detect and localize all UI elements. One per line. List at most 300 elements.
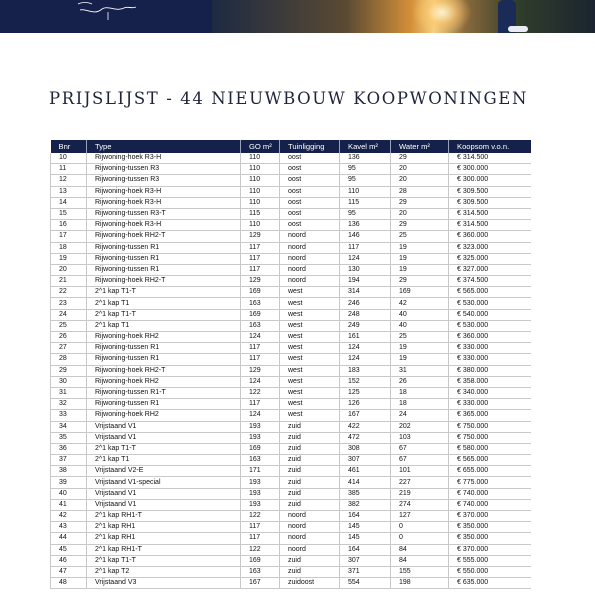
kavel-cell: 307 — [340, 555, 391, 566]
table-row — [51, 511, 531, 522]
go-cell: 129 — [241, 231, 280, 242]
table-row — [51, 208, 531, 219]
bnr-cell: 28 — [51, 354, 87, 365]
type-cell: Rijwoning-tussen R3 — [87, 175, 241, 186]
type-cell: Rijwoning-tussen R3 — [87, 164, 241, 175]
tuinligging-cell: west — [280, 298, 340, 309]
type-cell: 2^1 kap T1-T — [87, 287, 241, 298]
go-cell: 117 — [241, 399, 280, 410]
go-cell: 171 — [241, 466, 280, 477]
kavel-cell: 422 — [340, 421, 391, 432]
go-cell: 169 — [241, 287, 280, 298]
go-cell: 124 — [241, 410, 280, 421]
kavel-cell: 145 — [340, 533, 391, 544]
table-row — [51, 410, 531, 421]
go-cell: 193 — [241, 477, 280, 488]
table-row — [51, 298, 531, 309]
kavel-cell: 95 — [340, 175, 391, 186]
water-cell: 202 — [391, 421, 449, 432]
go-cell: 163 — [241, 455, 280, 466]
type-cell: Vrijstaand V1-special — [87, 477, 241, 488]
table-row — [51, 488, 531, 499]
table-row — [51, 332, 531, 343]
water-cell: 127 — [391, 511, 449, 522]
tuinligging-cell: oost — [280, 164, 340, 175]
tuinligging-cell: zuidoost — [280, 578, 340, 589]
koopsom-cell: € 330.000 — [449, 399, 531, 410]
koopsom-cell: € 350.000 — [449, 533, 531, 544]
header-banner — [0, 0, 595, 33]
bnr-cell: 32 — [51, 399, 87, 410]
koopsom-cell: € 370.000 — [449, 511, 531, 522]
table-row — [51, 365, 531, 376]
type-cell: 2^1 kap RH1-T — [87, 511, 241, 522]
water-cell: 20 — [391, 208, 449, 219]
go-cell: 110 — [241, 220, 280, 231]
water-cell: 0 — [391, 522, 449, 533]
go-cell: 110 — [241, 186, 280, 197]
bnr-cell: 11 — [51, 164, 87, 175]
table-row — [51, 477, 531, 488]
go-cell: 115 — [241, 208, 280, 219]
kavel-cell: 136 — [340, 153, 391, 164]
bnr-cell: 39 — [51, 477, 87, 488]
bnr-cell: 41 — [51, 499, 87, 510]
koopsom-cell: € 374.500 — [449, 276, 531, 287]
go-cell: 163 — [241, 298, 280, 309]
koopsom-cell: € 323.000 — [449, 242, 531, 253]
go-cell: 193 — [241, 432, 280, 443]
col-header-go: GO m² — [241, 140, 280, 153]
bnr-cell: 19 — [51, 253, 87, 264]
koopsom-cell: € 380.000 — [449, 365, 531, 376]
go-cell: 124 — [241, 376, 280, 387]
table-row — [51, 343, 531, 354]
koopsom-cell: € 330.000 — [449, 343, 531, 354]
water-cell: 31 — [391, 365, 449, 376]
table-row — [51, 231, 531, 242]
type-cell: Vrijstaand V3 — [87, 578, 241, 589]
type-cell: Rijwoning-tussen R1 — [87, 253, 241, 264]
type-cell: Rijwoning-tussen R1 — [87, 343, 241, 354]
table-row — [51, 466, 531, 477]
table-row — [51, 421, 531, 432]
type-cell: Rijwoning-hoek R3-H — [87, 197, 241, 208]
tuinligging-cell: zuid — [280, 421, 340, 432]
koopsom-cell: € 370.000 — [449, 544, 531, 555]
tuinligging-cell: west — [280, 387, 340, 398]
go-cell: 117 — [241, 253, 280, 264]
water-cell: 29 — [391, 276, 449, 287]
go-cell: 169 — [241, 555, 280, 566]
col-header-water: Water m² — [391, 140, 449, 153]
water-cell: 19 — [391, 264, 449, 275]
tuinligging-cell: zuid — [280, 477, 340, 488]
kavel-cell: 161 — [340, 332, 391, 343]
bnr-cell: 43 — [51, 522, 87, 533]
header-photo — [212, 0, 595, 33]
water-cell: 18 — [391, 399, 449, 410]
type-cell: Rijwoning-hoek R3-H — [87, 153, 241, 164]
table-row — [51, 443, 531, 454]
type-cell: 2^1 kap T1 — [87, 455, 241, 466]
table-row — [51, 186, 531, 197]
type-cell: 2^1 kap T1 — [87, 298, 241, 309]
table-row — [51, 153, 531, 164]
go-cell: 117 — [241, 522, 280, 533]
water-cell: 198 — [391, 578, 449, 589]
kavel-cell: 110 — [340, 186, 391, 197]
table-row — [51, 354, 531, 365]
type-cell: 2^1 kap T1-T — [87, 443, 241, 454]
price-table — [50, 140, 531, 589]
koopsom-cell: € 740.000 — [449, 488, 531, 499]
go-cell: 117 — [241, 343, 280, 354]
table-row — [51, 276, 531, 287]
kavel-cell: 124 — [340, 343, 391, 354]
type-cell: 2^1 kap RH1-T — [87, 544, 241, 555]
go-cell: 117 — [241, 242, 280, 253]
koopsom-cell: € 655.000 — [449, 466, 531, 477]
tuinligging-cell: zuid — [280, 499, 340, 510]
go-cell: 163 — [241, 566, 280, 577]
tuinligging-cell: noord — [280, 231, 340, 242]
koopsom-cell: € 555.000 — [449, 555, 531, 566]
water-cell: 25 — [391, 332, 449, 343]
bnr-cell: 17 — [51, 231, 87, 242]
koopsom-cell: € 540.000 — [449, 309, 531, 320]
col-header-type: Type — [87, 140, 241, 153]
tuinligging-cell: oost — [280, 175, 340, 186]
go-cell: 110 — [241, 197, 280, 208]
bnr-cell: 30 — [51, 376, 87, 387]
bnr-cell: 45 — [51, 544, 87, 555]
water-cell: 29 — [391, 220, 449, 231]
koopsom-cell: € 314.500 — [449, 153, 531, 164]
water-cell: 67 — [391, 443, 449, 454]
sun-flare — [412, 0, 472, 33]
type-cell: 2^1 kap T1-T — [87, 555, 241, 566]
tuinligging-cell: zuid — [280, 455, 340, 466]
kavel-cell: 385 — [340, 488, 391, 499]
go-cell: 163 — [241, 320, 280, 331]
kavel-cell: 145 — [340, 522, 391, 533]
table-row — [51, 220, 531, 231]
type-cell: Rijwoning-tussen R1 — [87, 399, 241, 410]
water-cell: 103 — [391, 432, 449, 443]
water-cell: 25 — [391, 231, 449, 242]
kavel-cell: 146 — [340, 231, 391, 242]
kavel-cell: 95 — [340, 208, 391, 219]
bnr-cell: 29 — [51, 365, 87, 376]
kavel-cell: 248 — [340, 309, 391, 320]
bnr-cell: 40 — [51, 488, 87, 499]
tuinligging-cell: oost — [280, 197, 340, 208]
type-cell: Vrijstaand V2-E — [87, 466, 241, 477]
bnr-cell: 46 — [51, 555, 87, 566]
tuinligging-cell: zuid — [280, 466, 340, 477]
bnr-cell: 25 — [51, 320, 87, 331]
table-row — [51, 522, 531, 533]
go-cell: 129 — [241, 276, 280, 287]
water-cell: 26 — [391, 376, 449, 387]
kavel-cell: 152 — [340, 376, 391, 387]
water-cell: 274 — [391, 499, 449, 510]
bnr-cell: 27 — [51, 343, 87, 354]
kavel-cell: 117 — [340, 242, 391, 253]
kavel-cell: 382 — [340, 499, 391, 510]
bnr-cell: 38 — [51, 466, 87, 477]
koopsom-cell: € 750.000 — [449, 432, 531, 443]
bnr-cell: 16 — [51, 220, 87, 231]
kavel-cell: 461 — [340, 466, 391, 477]
koopsom-cell: € 530.000 — [449, 298, 531, 309]
water-cell: 155 — [391, 566, 449, 577]
tuinligging-cell: oost — [280, 186, 340, 197]
table-row — [51, 242, 531, 253]
table-row — [51, 264, 531, 275]
go-cell: 122 — [241, 544, 280, 555]
tuinligging-cell: zuid — [280, 432, 340, 443]
tuinligging-cell: west — [280, 343, 340, 354]
koopsom-cell: € 309.500 — [449, 197, 531, 208]
kavel-cell: 246 — [340, 298, 391, 309]
table-row — [51, 253, 531, 264]
koopsom-cell: € 325.000 — [449, 253, 531, 264]
water-cell: 40 — [391, 320, 449, 331]
water-cell: 24 — [391, 410, 449, 421]
table-row — [51, 555, 531, 566]
water-cell: 84 — [391, 555, 449, 566]
type-cell: Rijwoning-tussen R1-T — [87, 387, 241, 398]
bnr-cell: 24 — [51, 309, 87, 320]
type-cell: Rijwoning-tussen R1 — [87, 242, 241, 253]
tuinligging-cell: west — [280, 332, 340, 343]
table-row — [51, 376, 531, 387]
koopsom-cell: € 530.000 — [449, 320, 531, 331]
koopsom-cell: € 580.000 — [449, 443, 531, 454]
tuinligging-cell: noord — [280, 242, 340, 253]
bnr-cell: 36 — [51, 443, 87, 454]
kavel-cell: 371 — [340, 566, 391, 577]
kavel-cell: 124 — [340, 354, 391, 365]
koopsom-cell: € 740.000 — [449, 499, 531, 510]
tuinligging-cell: noord — [280, 511, 340, 522]
table-row — [51, 387, 531, 398]
tuinligging-cell: west — [280, 309, 340, 320]
table-row — [51, 578, 531, 589]
type-cell: 2^1 kap T1-T — [87, 309, 241, 320]
table-row — [51, 432, 531, 443]
kavel-cell: 126 — [340, 399, 391, 410]
kavel-cell: 130 — [340, 264, 391, 275]
tuinligging-cell: west — [280, 365, 340, 376]
table-row — [51, 544, 531, 555]
water-cell: 0 — [391, 533, 449, 544]
tuinligging-cell: west — [280, 320, 340, 331]
bnr-cell: 44 — [51, 533, 87, 544]
type-cell: Vrijstaand V1 — [87, 499, 241, 510]
koopsom-cell: € 300.000 — [449, 175, 531, 186]
type-cell: 2^1 kap RH1 — [87, 522, 241, 533]
table-row — [51, 320, 531, 331]
type-cell: Vrijstaand V1 — [87, 488, 241, 499]
tuinligging-cell: west — [280, 287, 340, 298]
kavel-cell: 164 — [340, 544, 391, 555]
go-cell: 110 — [241, 153, 280, 164]
koopsom-cell: € 565.000 — [449, 455, 531, 466]
table-row — [51, 175, 531, 186]
water-cell: 219 — [391, 488, 449, 499]
water-cell: 18 — [391, 387, 449, 398]
type-cell: Rijwoning-tussen R3-T — [87, 208, 241, 219]
kavel-cell: 125 — [340, 387, 391, 398]
table-row — [51, 309, 531, 320]
bnr-cell: 21 — [51, 276, 87, 287]
water-cell: 19 — [391, 354, 449, 365]
water-cell: 28 — [391, 186, 449, 197]
tuinligging-cell: oost — [280, 220, 340, 231]
go-cell: 117 — [241, 264, 280, 275]
kavel-cell: 95 — [340, 164, 391, 175]
table-row — [51, 455, 531, 466]
bnr-cell: 48 — [51, 578, 87, 589]
kavel-cell: 314 — [340, 287, 391, 298]
koopsom-cell: € 314.500 — [449, 220, 531, 231]
col-header-kavel: Kavel m² — [340, 140, 391, 153]
table-row — [51, 499, 531, 510]
table-row — [51, 197, 531, 208]
water-cell: 227 — [391, 477, 449, 488]
bnr-cell: 33 — [51, 410, 87, 421]
koopsom-cell: € 550.000 — [449, 566, 531, 577]
koopsom-cell: € 309.500 — [449, 186, 531, 197]
water-cell: 19 — [391, 242, 449, 253]
type-cell: Rijwoning-hoek RH2 — [87, 376, 241, 387]
water-cell: 84 — [391, 544, 449, 555]
type-cell: Rijwoning-tussen R1 — [87, 264, 241, 275]
kavel-cell: 472 — [340, 432, 391, 443]
bnr-cell: 23 — [51, 298, 87, 309]
tuinligging-cell: noord — [280, 276, 340, 287]
tuinligging-cell: west — [280, 399, 340, 410]
go-cell: 193 — [241, 488, 280, 499]
table-row — [51, 164, 531, 175]
kavel-cell: 164 — [340, 511, 391, 522]
type-cell: Rijwoning-hoek R3-H — [87, 186, 241, 197]
bnr-cell: 13 — [51, 186, 87, 197]
type-cell: Rijwoning-hoek RH2 — [87, 332, 241, 343]
go-cell: 193 — [241, 421, 280, 432]
bnr-cell: 15 — [51, 208, 87, 219]
kavel-cell: 249 — [340, 320, 391, 331]
kavel-cell: 136 — [340, 220, 391, 231]
water-cell: 42 — [391, 298, 449, 309]
kavel-cell: 194 — [340, 276, 391, 287]
bnr-cell: 37 — [51, 455, 87, 466]
type-cell: 2^1 kap T2 — [87, 566, 241, 577]
table-row — [51, 287, 531, 298]
tuinligging-cell: noord — [280, 253, 340, 264]
type-cell: 2^1 kap T1 — [87, 320, 241, 331]
koopsom-cell: € 358.000 — [449, 376, 531, 387]
go-cell: 117 — [241, 533, 280, 544]
go-cell: 193 — [241, 499, 280, 510]
kavel-cell: 308 — [340, 443, 391, 454]
type-cell: 2^1 kap RH1 — [87, 533, 241, 544]
tuinligging-cell: oost — [280, 208, 340, 219]
koopsom-cell: € 350.000 — [449, 522, 531, 533]
go-cell: 169 — [241, 443, 280, 454]
bnr-cell: 22 — [51, 287, 87, 298]
tuinligging-cell: west — [280, 376, 340, 387]
go-cell: 110 — [241, 164, 280, 175]
tuinligging-cell: zuid — [280, 488, 340, 499]
tuinligging-cell: zuid — [280, 555, 340, 566]
kerkwijk-logo — [72, 0, 142, 28]
table-header-row — [51, 140, 531, 153]
koopsom-cell: € 750.000 — [449, 421, 531, 432]
water-cell: 20 — [391, 175, 449, 186]
table-row — [51, 566, 531, 577]
water-cell: 29 — [391, 197, 449, 208]
koopsom-cell: € 340.000 — [449, 387, 531, 398]
koopsom-cell: € 360.000 — [449, 231, 531, 242]
bnr-cell: 18 — [51, 242, 87, 253]
water-cell: 169 — [391, 287, 449, 298]
koopsom-cell: € 635.000 — [449, 578, 531, 589]
kavel-cell: 554 — [340, 578, 391, 589]
bnr-cell: 34 — [51, 421, 87, 432]
bnr-cell: 12 — [51, 175, 87, 186]
bnr-cell: 14 — [51, 197, 87, 208]
shoe-shape — [508, 26, 528, 32]
bnr-cell: 20 — [51, 264, 87, 275]
koopsom-cell: € 300.000 — [449, 164, 531, 175]
go-cell: 122 — [241, 511, 280, 522]
water-cell: 101 — [391, 466, 449, 477]
koopsom-cell: € 314.500 — [449, 208, 531, 219]
type-cell: Vrijstaand V1 — [87, 432, 241, 443]
col-header-bnr: Bnr — [51, 140, 87, 153]
bnr-cell: 42 — [51, 511, 87, 522]
page-title: PRIJSLIJST - 44 NIEUWBOUW KOOPWONINGEN — [49, 89, 528, 108]
kavel-cell: 124 — [340, 253, 391, 264]
bnr-cell: 10 — [51, 153, 87, 164]
tuinligging-cell: noord — [280, 544, 340, 555]
col-header-tuinligging: Tuinligging — [280, 140, 340, 153]
col-header-koopsom: Koopsom v.o.n. — [449, 140, 531, 153]
water-cell: 19 — [391, 343, 449, 354]
bnr-cell: 26 — [51, 332, 87, 343]
bnr-cell: 35 — [51, 432, 87, 443]
table-row — [51, 399, 531, 410]
go-cell: 169 — [241, 309, 280, 320]
koopsom-cell: € 775.000 — [449, 477, 531, 488]
table-row — [51, 533, 531, 544]
bnr-cell: 47 — [51, 566, 87, 577]
water-cell: 40 — [391, 309, 449, 320]
koopsom-cell: € 365.000 — [449, 410, 531, 421]
go-cell: 167 — [241, 578, 280, 589]
tuinligging-cell: west — [280, 410, 340, 421]
kavel-cell: 183 — [340, 365, 391, 376]
koopsom-cell: € 327.000 — [449, 264, 531, 275]
tuinligging-cell: zuid — [280, 566, 340, 577]
type-cell: Rijwoning-tussen R1 — [87, 354, 241, 365]
koopsom-cell: € 360.000 — [449, 332, 531, 343]
type-cell: Rijwoning-hoek RH2-T — [87, 365, 241, 376]
